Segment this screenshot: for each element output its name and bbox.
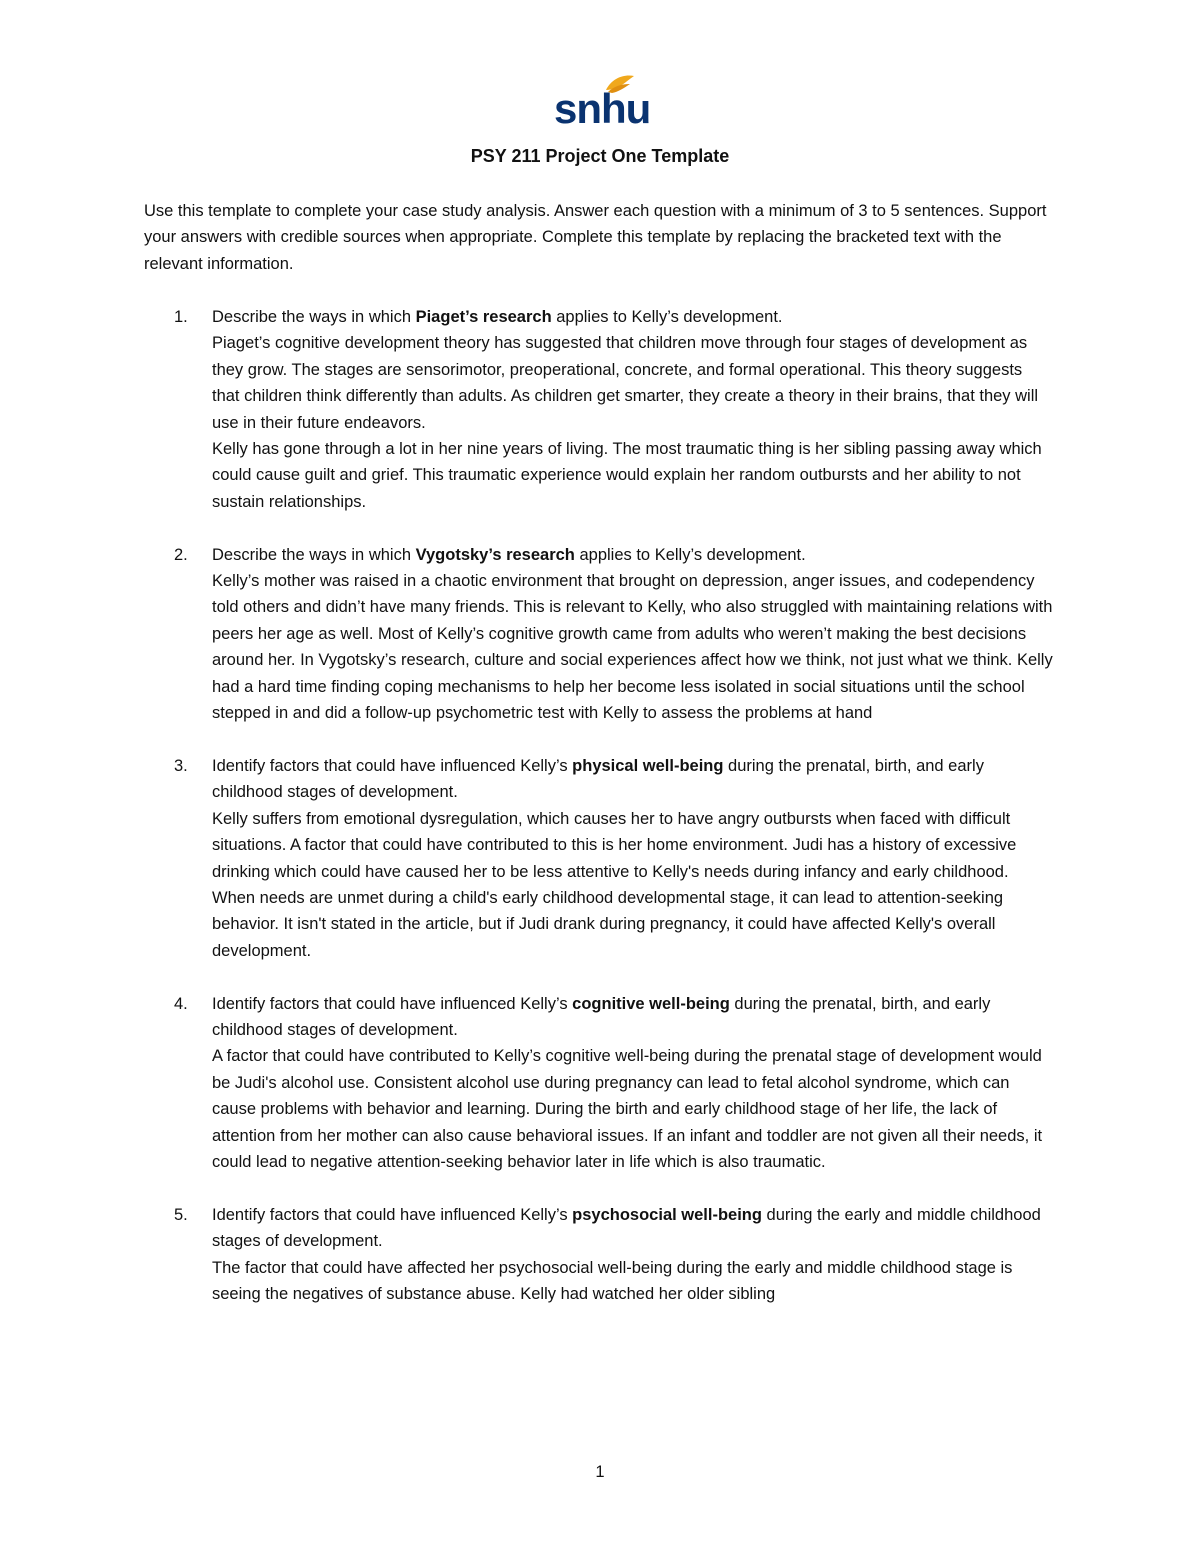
question-number: 3. xyxy=(174,756,188,775)
question-list xyxy=(144,304,1054,1334)
question-prompt: Identify factors that could have influenced Kelly’s cognitive well-being during the prenatal, birth, and early childhood stages of development. xyxy=(212,994,991,1039)
page-number: 1 xyxy=(595,1463,605,1481)
question-prompt: Describe the ways in which Vygotsky’s research applies to Kelly’s development. xyxy=(212,545,806,564)
question-prompt: Describe the ways in which Piaget’s research applies to Kelly’s development. xyxy=(212,308,783,326)
logo-wordmark: snhu xyxy=(554,85,651,132)
question-number: 2. xyxy=(174,545,188,564)
question-item-5 xyxy=(144,1202,1054,1308)
question-number: 1. xyxy=(174,308,188,326)
question-prompt: Identify factors that could have influenced Kelly’s physical well-being during the prenatal, birth, and early childhood stages of development. xyxy=(212,756,984,802)
answer-paragraph: Kelly has gone through a lot in her nine years of living. The most traumatic thing is her sibling passing away which could cause guilt and grief. This traumatic experience would explain her random outbursts and her ability to not sustain relationships. xyxy=(212,440,1042,511)
question-item-4 xyxy=(144,991,1054,1176)
question-prompt: Identify factors that could have influenced Kelly’s psychosocial well-being during the early and middle childhood stages of development. xyxy=(212,1205,1041,1251)
question-item-1 xyxy=(144,304,1054,515)
answer-paragraph: The factor that could have affected her psychosocial well-being during the early and middle childhood stage is seeing the negatives of substance abuse. Kelly had watched her older sibling xyxy=(212,1258,1013,1303)
snhu-logo xyxy=(554,74,651,132)
intro-paragraph: Use this template to complete your case study analysis. Answer each question with a minimum of 3 to 5 sentences. Support your answers with credible sources when appropriate. Complete this template by replacing the bracketed text with the relevant information. xyxy=(144,202,1047,273)
page-title: PSY 211 Project One Template xyxy=(470,146,730,166)
answer-paragraph: Piaget’s cognitive development theory has suggested that children move through four stages of development as they grow. The stages are sensorimotor, preoperational, concrete, and formal operational. This theory suggests that children think differently than adults. As children get smarter, they create a theory in their brains, that they will use in their future endeavors. xyxy=(212,334,1039,432)
question-number: 4. xyxy=(174,994,188,1013)
answer-paragraph: Kelly suffers from emotional dysregulation, which causes her to have angry outbursts when faced with difficult situations. A factor that could have contributed to this is her home environment. Judi has a history of excessive drinking which could have caused her to be less attentive to Kelly's needs during infancy and early childhood. When needs are unmet during a child's early childhood developmental stage, it can lead to attention-seeking behavior. It isn't stated in the article, but if Judi drank during pregnancy, it could have affected Kelly's overall development. xyxy=(212,809,1017,960)
question-item-3 xyxy=(144,753,1054,964)
answer-paragraph: A factor that could have contributed to Kelly’s cognitive well-being during the prenatal stage of development would be Judi's alcohol use. Consistent alcohol use during pregnancy can lead to fetal alcohol syndrome, which can cause problems with behavior and learning. During the birth and early childhood stage of her life, the lack of attention from her mother can also cause behavioral issues. If an infant and toddler are not given all their needs, it could lead to negative attention-seeking behavior later in life which is also traumatic. xyxy=(212,1047,1043,1171)
question-number: 5. xyxy=(174,1205,188,1224)
question-item-2 xyxy=(144,542,1054,727)
answer-paragraph: Kelly’s mother was raised in a chaotic environment that brought on depression, anger issues, and codependency told others and didn’t have many friends. This is relevant to Kelly, who also struggled with maintaining relations with peers her age as well. Most of Kelly’s cognitive growth came from adults who weren’t making the best decisions around her. In Vygotsky’s research, culture and social experiences affect how we think, not just what we think. Kelly had a hard time finding coping mechanisms to help her become less isolated in social situations until the school stepped in and did a follow-up psychometric test with Kelly to assess the problems at hand xyxy=(212,572,1053,723)
